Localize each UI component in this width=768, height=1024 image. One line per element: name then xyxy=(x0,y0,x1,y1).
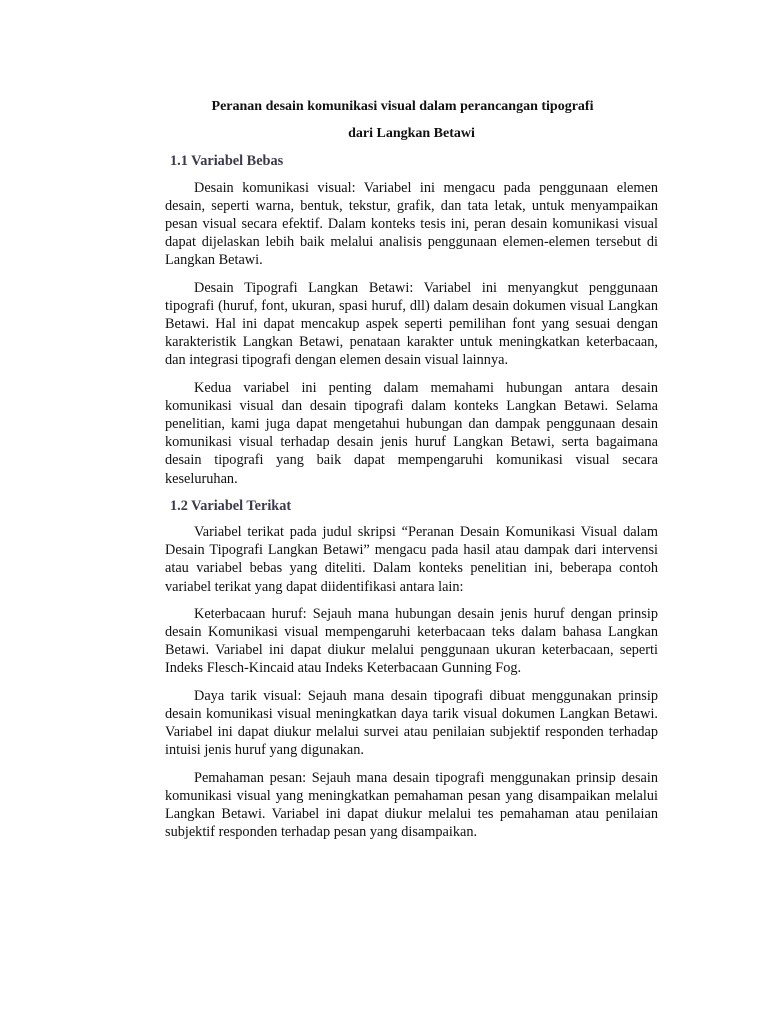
paragraph: Keterbacaan huruf: Sejauh mana hubungan desain jenis huruf dengan prinsip desain Komunikasi visual mempengaruhi keterbacaan teks dalam bahasa Langkan Betawi. Variabel ini dapat diukur melalui penggunaan ukuran keterbacaan, seperti Indeks Flesch-Kincaid atau Indeks Keterbacaan Gunning Fog. xyxy=(165,605,658,677)
paragraph: Kedua variabel ini penting dalam memahami hubungan antara desain komunikasi visual dan desain tipografi dalam konteks Langkan Betawi. Selama penelitian, kami juga dapat mengetahui hubungan dan dampak penggunaan desain komunikasi visual terhadap desain jenis huruf Langkan Betawi, serta bagaimana desain tipografi yang baik dapat mempengaruhi komunikasi visual secara keseluruhan. xyxy=(165,379,658,487)
paragraph: Variabel terikat pada judul skripsi “Peranan Desain Komunikasi Visual dalam Desain Tipografi Langkan Betawi” mengacu pada hasil atau dampak dari intervensi atau variabel bebas yang diteliti. Dalam konteks penelitian ini, beberapa contoh variabel terikat yang dapat diidentifikasi antara lain: xyxy=(165,524,658,595)
section-heading: 1.2 Variabel Terikat xyxy=(170,497,292,514)
document-title-line-1: Peranan desain komunikasi visual dalam perancangan tipografi xyxy=(211,99,594,114)
paragraph: Desain Tipografi Langkan Betawi: Variabel ini menyangkut penggunaan tipografi (huruf, font, ukuran, spasi huruf, dll) dalam desain dokumen visual Langkan Betawi. Hal ini dapat mencakup aspek seperti pemilihan font yang sesuai dengan karakteristik Langkan Betawi, penataan karakter untuk meningkatkan keterbacaan, dan integrasi tipografi dengan elemen desain visual lainnya. xyxy=(165,279,658,369)
document-page xyxy=(165,98,658,850)
paragraph: Daya tarik visual: Sejauh mana desain tipografi dibuat menggunakan prinsip desain komunikasi visual meningkatkan daya tarik visual dokumen Langkan Betawi. Variabel ini dapat diukur melalui survei atau penilaian subjektif responden terhadap intuisi jenis huruf yang digunakan. xyxy=(165,687,658,759)
paragraph: Desain komunikasi visual: Variabel ini mengacu pada penggunaan elemen desain, seperti warna, bentuk, tekstur, grafik, dan tata letak, untuk menyampaikan pesan visual secara efektif. Dalam konteks tesis ini, peran desain komunikasi visual dapat dijelaskan lebih baik melalui analisis penggunaan elemen-elemen tersebut di Langkan Betawi. xyxy=(165,179,658,269)
document-title-line-2: dari Langkan Betawi xyxy=(348,126,475,142)
section-heading: 1.1 Variabel Bebas xyxy=(170,153,284,170)
paragraph: Pemahaman pesan: Sejauh mana desain tipografi menggunakan prinsip desain komunikasi visual yang meningkatkan pemahaman pesan yang disampaikan melalui Langkan Betawi. Variabel ini dapat diukur melalui tes pemahaman atau penilaian subjektif responden terhadap pesan yang disampaikan. xyxy=(165,769,658,841)
section-variabel-bebas xyxy=(165,152,658,487)
section-variabel-terikat xyxy=(165,497,658,841)
